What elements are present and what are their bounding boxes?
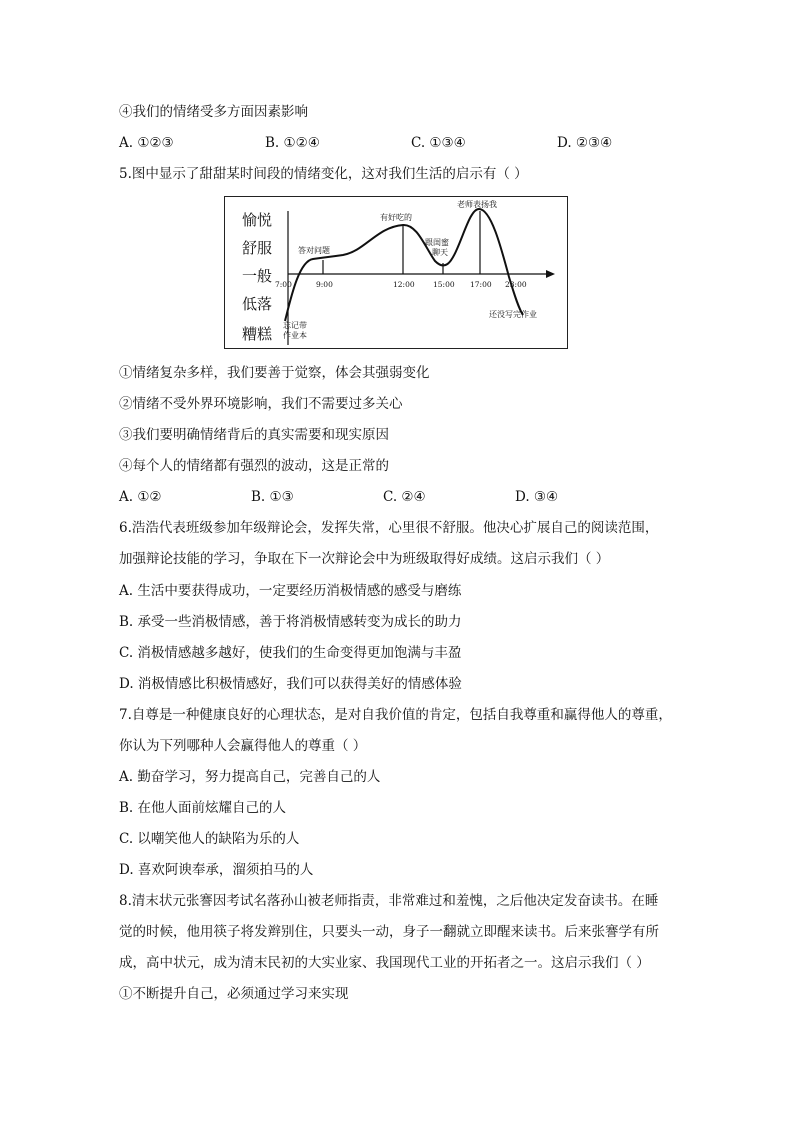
q6-option-b[interactable]: B. 承受一些消极情感，善于将消极情感转变为成长的助力 [119, 614, 462, 630]
x-tick-label: 17:00 [470, 280, 492, 289]
emotion-chart [224, 196, 568, 349]
q7-stem-line-2: 你认为下列哪种人会赢得他人的尊重（ ） [119, 738, 367, 754]
x-tick-label: 12:00 [393, 280, 415, 289]
q5-option-c[interactable]: C. ②④ [383, 489, 426, 505]
q5-item-4: ④每个人的情绪都有强烈的波动，这是正常的 [119, 458, 389, 474]
q5-option-a[interactable]: A. ①② [119, 489, 162, 505]
y-level-label: 糟糕 [242, 325, 273, 343]
x-axis-arrow [546, 270, 555, 278]
y-level-label: 一般 [242, 267, 273, 285]
q7-option-d[interactable]: D. 喜欢阿谀奉承，溜须拍马的人 [119, 862, 314, 878]
q4-option-d[interactable]: D. ②③④ [557, 135, 613, 151]
q5-item-2: ②情绪不受外界环境影响，我们不需要过多关心 [119, 396, 403, 412]
q6-stem-line-2: 加强辩论技能的学习，争取在下一次辩论会中为班级取得好成绩。这启示我们（ ） [119, 551, 610, 567]
x-tick-label: 9:00 [316, 280, 333, 289]
annotation-unfinished-homework: 还没写完作业 [489, 310, 537, 319]
q6-stem-line-1: 6.浩浩代表班级参加年级辩论会，发挥失常，心里很不舒服。他决心扩展自己的阅读范围， [119, 520, 659, 536]
q5-item-3: ③我们要明确情绪背后的真实需要和现实原因 [119, 427, 389, 443]
annotation-forgot-homework: 忘记带 [283, 321, 307, 330]
q4-option-b[interactable]: B. ①②④ [265, 135, 320, 151]
q4-option-c[interactable]: C. ①③④ [411, 135, 466, 151]
q8-stem-line-1: 8.清末状元张謇因考试名落孙山被老师指责，非常难过和羞愧，之后他决定发奋读书。在睡 [119, 893, 659, 909]
q7-stem-line-1: 7.自尊是一种健康良好的心理状态，是对自我价值的肯定，包括自我尊重和赢得他人的尊重， [119, 707, 672, 723]
annotation-forgot-homework: 作业本 [283, 331, 307, 340]
emotion-curve [285, 209, 523, 321]
q7-option-c[interactable]: C. 以嘲笑他人的缺陷为乐的人 [119, 831, 300, 847]
y-level-label: 低落 [242, 295, 273, 313]
q4-option-a[interactable]: A. ①②③ [119, 135, 174, 151]
annotation-correct-answer: 答对问题 [298, 246, 330, 255]
q7-option-b[interactable]: B. 在他人面前炫耀自己的人 [119, 800, 287, 816]
y-level-label: 舒服 [242, 239, 273, 257]
emotion-chart-svg [225, 197, 569, 350]
q7-option-a[interactable]: A. 勤奋学习，努力提高自己，完善自己的人 [119, 769, 381, 785]
q8-item-1: ①不断提升自己，必须通过学习来实现 [119, 986, 349, 1002]
y-level-label: 愉悦 [242, 211, 273, 229]
q6-option-a[interactable]: A. 生活中要获得成功，一定要经历消极情感的感受与磨练 [119, 583, 462, 599]
q8-stem-line-3: 成，高中状元，成为清末民初的大实业家、我国现代工业的开拓者之一。这启示我们（ ） [119, 955, 650, 971]
q5-item-1: ①情绪复杂多样，我们要善于觉察，体会其强弱变化 [119, 365, 430, 381]
x-tick-label: 23:00 [505, 280, 527, 289]
q5-stem: 5.图中显示了甜甜某时间段的情绪变化，这对我们生活的启示有（ ） [119, 166, 528, 182]
q6-option-d[interactable]: D. 消极情感比积极情感好，我们可以获得美好的情感体验 [119, 676, 462, 692]
x-tick-label: 15:00 [433, 280, 455, 289]
annotation-good-food: 有好吃的 [380, 213, 412, 222]
annotation-chat-friend: 跟闺蜜 [425, 238, 449, 247]
q5-option-b[interactable]: B. ①③ [251, 489, 294, 505]
q4-item-4: ④我们的情绪受多方面因素影响 [119, 104, 308, 120]
x-tick-label: 7:00 [275, 280, 292, 289]
q5-option-d[interactable]: D. ③④ [515, 489, 559, 505]
q8-stem-line-2: 觉的时候，他用筷子将发辫别住，只要头一动，身子一翻就立即醒来读书。后来张謇学有所 [119, 924, 659, 940]
annotation-chat-friend: 聊天 [432, 248, 448, 257]
annotation-teacher-praise: 老师表扬我 [457, 200, 497, 209]
q6-option-c[interactable]: C. 消极情感越多越好，使我们的生命变得更加饱满与丰盈 [119, 645, 462, 661]
